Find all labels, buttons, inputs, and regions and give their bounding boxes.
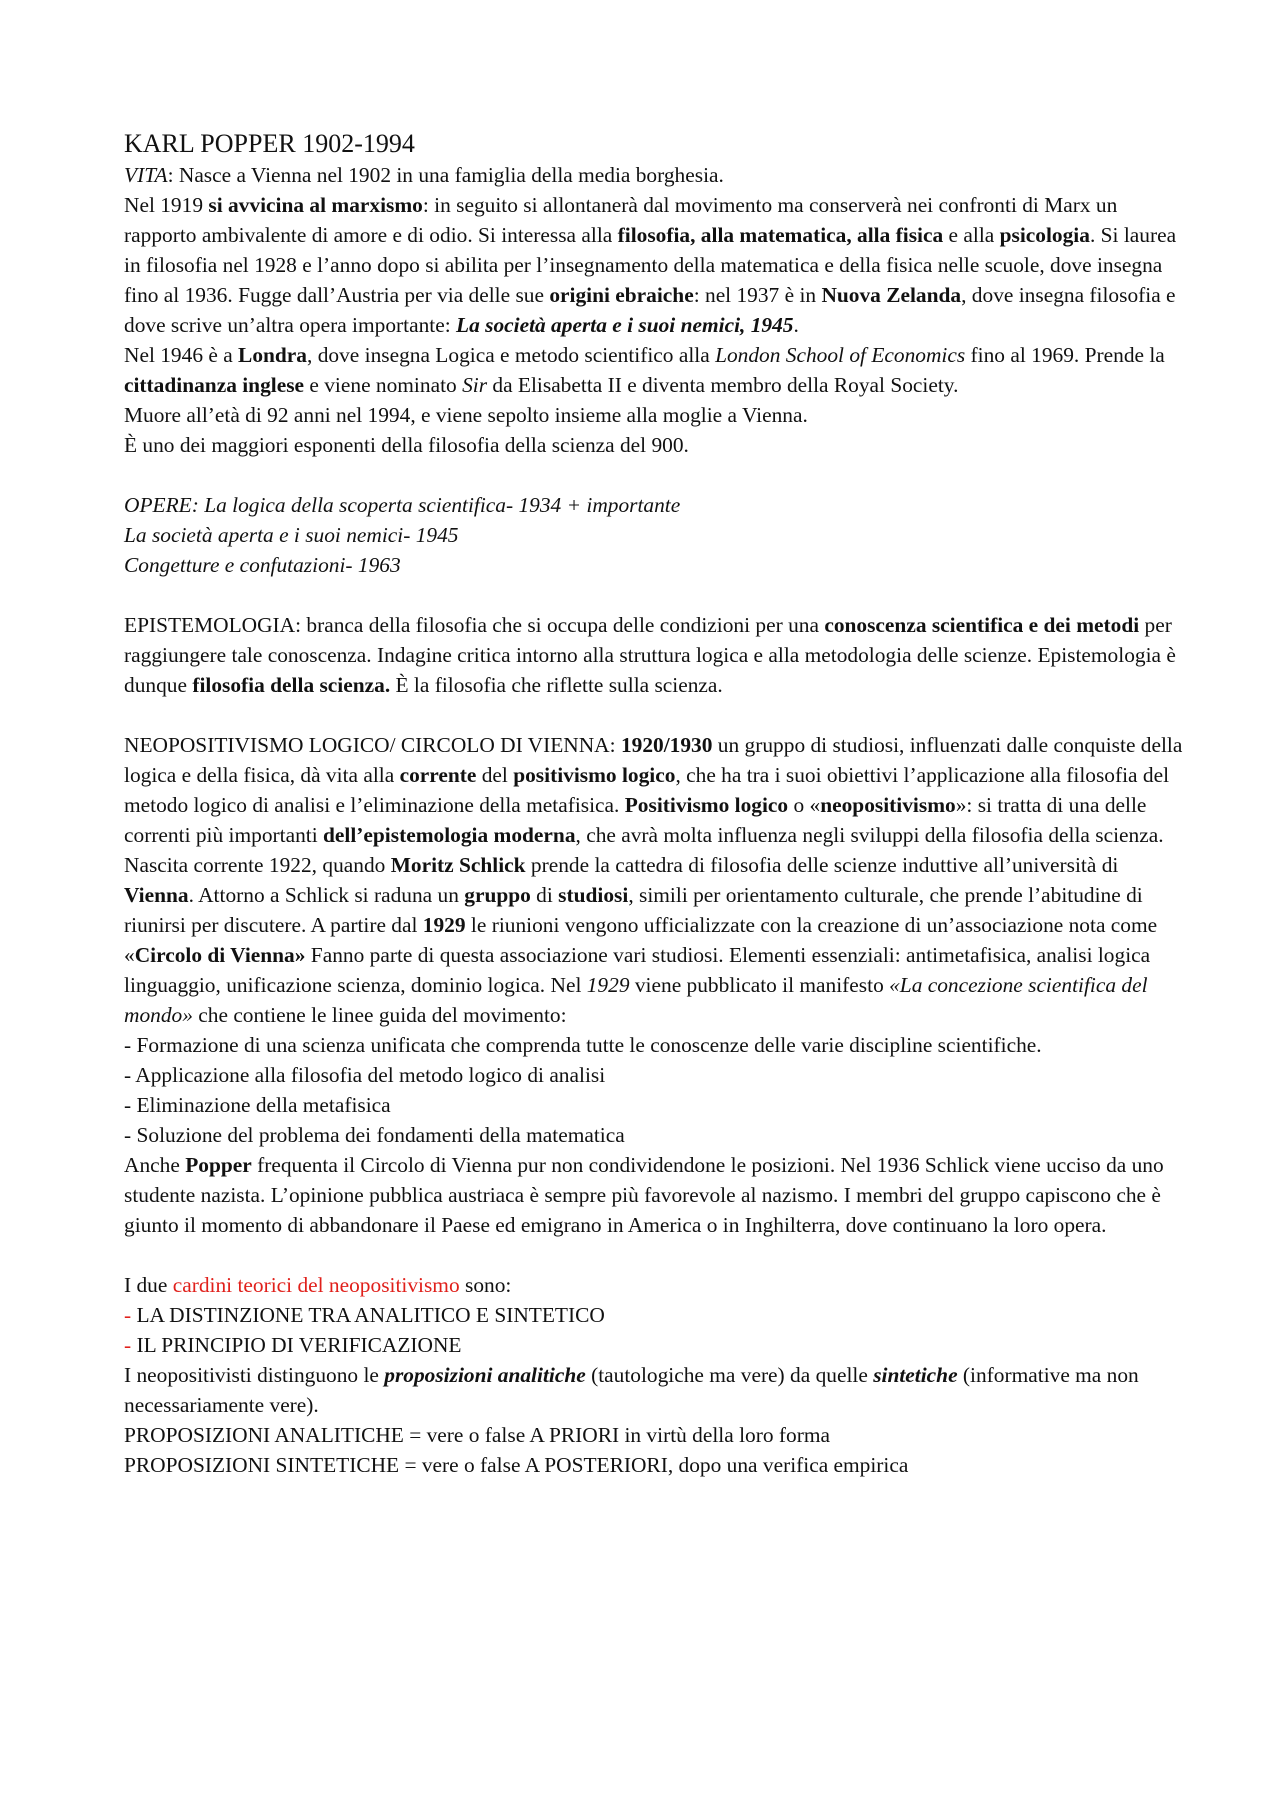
- document-page: [124, 128, 1184, 1480]
- analytic-line: PROPOSIZIONI ANALITICHE = vere o false A PRIORI in virtù della loro forma: [124, 1423, 830, 1447]
- opere-line-2: La società aperta e i suoi nemici- 1945: [124, 523, 459, 547]
- neopositivism-paragraph: NEOPOSITIVISMO LOGICO/ CIRCOLO DI VIENNA: 1920/1930 un gruppo di studiosi, influenzati dalle conquiste della logica e della fisica, dà vita alla corrente del positivismo logico, che ha tra i suoi obiettivi l’applicazione alla filosofia del metodo logico di analisi e l’eliminazione della metafisica. Positivismo logico o «neopositivismo»: si tratta di una delle correnti più importanti dell’epistemologia moderna, che avrà molta influenza negli sviluppi della filosofia della scienza. Nascita corrente 1922, quando Moritz Schlick prende la cattedra di filosofia delle scienze induttive all’università di Vienna. Attorno a Schlick si raduna un gruppo di studiosi, simili per orientamento culturale, che prende l’abitudine di riunirsi per discutere. A partire dal 1929 le riunioni vengono ufficializzate con la creazione di un’associazione nota come «Circolo di Vienna» Fanno parte di questa associazione vari studiosi. Elementi essenziali: antimetafisica, analisi logica linguaggio, unificazione scienza, dominio logica. Nel 1929 viene pubblicato il manifesto «La concezione scientifica del mondo» che contiene le linee guida del movimento:: [124, 733, 1183, 1027]
- epistemology-paragraph: EPISTEMOLOGIA: branca della filosofia che si occupa delle condizioni per una conoscenza scientifica e dei metodi per raggiungere tale conoscenza. Indagine critica intorno alla struttura logica e alla metodologia delle scienze. Epistemologia è dunque filosofia della scienza. È la filosofia che riflette sulla scienza.: [124, 613, 1176, 697]
- opere-line-1: OPERE: La logica della scoperta scientifica- 1934 + importante: [124, 493, 681, 517]
- vita-intro: VITA: Nasce a Vienna nel 1902 in una famiglia della media borghesia.: [124, 163, 724, 187]
- death-line: Muore all’età di 92 anni nel 1994, e viene sepolto insieme alla moglie a Vienna.: [124, 403, 808, 427]
- vita-label: VITA: [124, 163, 168, 187]
- list-item: - Soluzione del problema dei fondamenti della matematica: [124, 1123, 625, 1147]
- cardini-item-2: - IL PRINCIPIO DI VERIFICAZIONE: [124, 1333, 462, 1357]
- popper-circle-paragraph: Anche Popper frequenta il Circolo di Vienna pur non condividendone le posizioni. Nel 1936 Schlick viene ucciso da uno studente nazista. L’opinione pubblica austriaca è sempre più favorevole al nazismo. I membri del gruppo capiscono che è giunto il momento di abbandonare il Paese ed emigrano in America o in Inghilterra, dove continuano la loro opera.: [124, 1153, 1164, 1237]
- doc-title: KARL POPPER 1902-1994: [124, 129, 415, 158]
- list-item: - Eliminazione della metafisica: [124, 1093, 391, 1117]
- cardini-intro: I due cardini teorici del neopositivismo sono:: [124, 1273, 512, 1297]
- propositions-paragraph: I neopositivisti distinguono le proposizioni analitiche (tautologiche ma vere) da quelle sintetiche (informative ma non necessariamente vere).: [124, 1363, 1139, 1417]
- synthetic-line: PROPOSIZIONI SINTETICHE = vere o false A POSTERIORI, dopo una verifica empirica: [124, 1453, 909, 1477]
- list-item: - Formazione di una scienza unificata che comprenda tutte le conoscenze delle varie discipline scientifiche.: [124, 1033, 1042, 1057]
- opere-label: OPERE: [124, 493, 192, 517]
- london-paragraph: Nel 1946 è a Londra, dove insegna Logica e metodo scientifico alla London School of Economics fino al 1969. Prende la cittadinanza inglese e viene nominato Sir da Elisabetta II e diventa membro della Royal Society.: [124, 343, 1165, 397]
- significance-line: È uno dei maggiori esponenti della filosofia della scienza del 900.: [124, 433, 689, 457]
- cardini-highlight: cardini teorici del neopositivismo: [172, 1273, 460, 1297]
- vita-paragraph: Nel 1919 si avvicina al marxismo: in seguito si allontanerà dal movimento ma conserverà nei confronti di Marx un rapporto ambivalente di amore e di odio. Si interessa alla filosofia, alla matematica, alla fisica e alla psicologia. Si laurea in filosofia nel 1928 e l’anno dopo si abilita per l’insegnamento della matematica e della fisica nelle scuole, dove insegna fino al 1936. Fugge dall’Austria per via delle sue origini ebraiche: nel 1937 è in Nuova Zelanda, dove insegna filosofia e dove scrive un’altra opera importante: La società aperta e i suoi nemici, 1945.: [124, 193, 1177, 337]
- list-item: - Applicazione alla filosofia del metodo logico di analisi: [124, 1063, 606, 1087]
- cardini-item-1: - LA DISTINZIONE TRA ANALITICO E SINTETICO: [124, 1303, 605, 1327]
- opere-line-3: Congetture e confutazioni- 1963: [124, 553, 401, 577]
